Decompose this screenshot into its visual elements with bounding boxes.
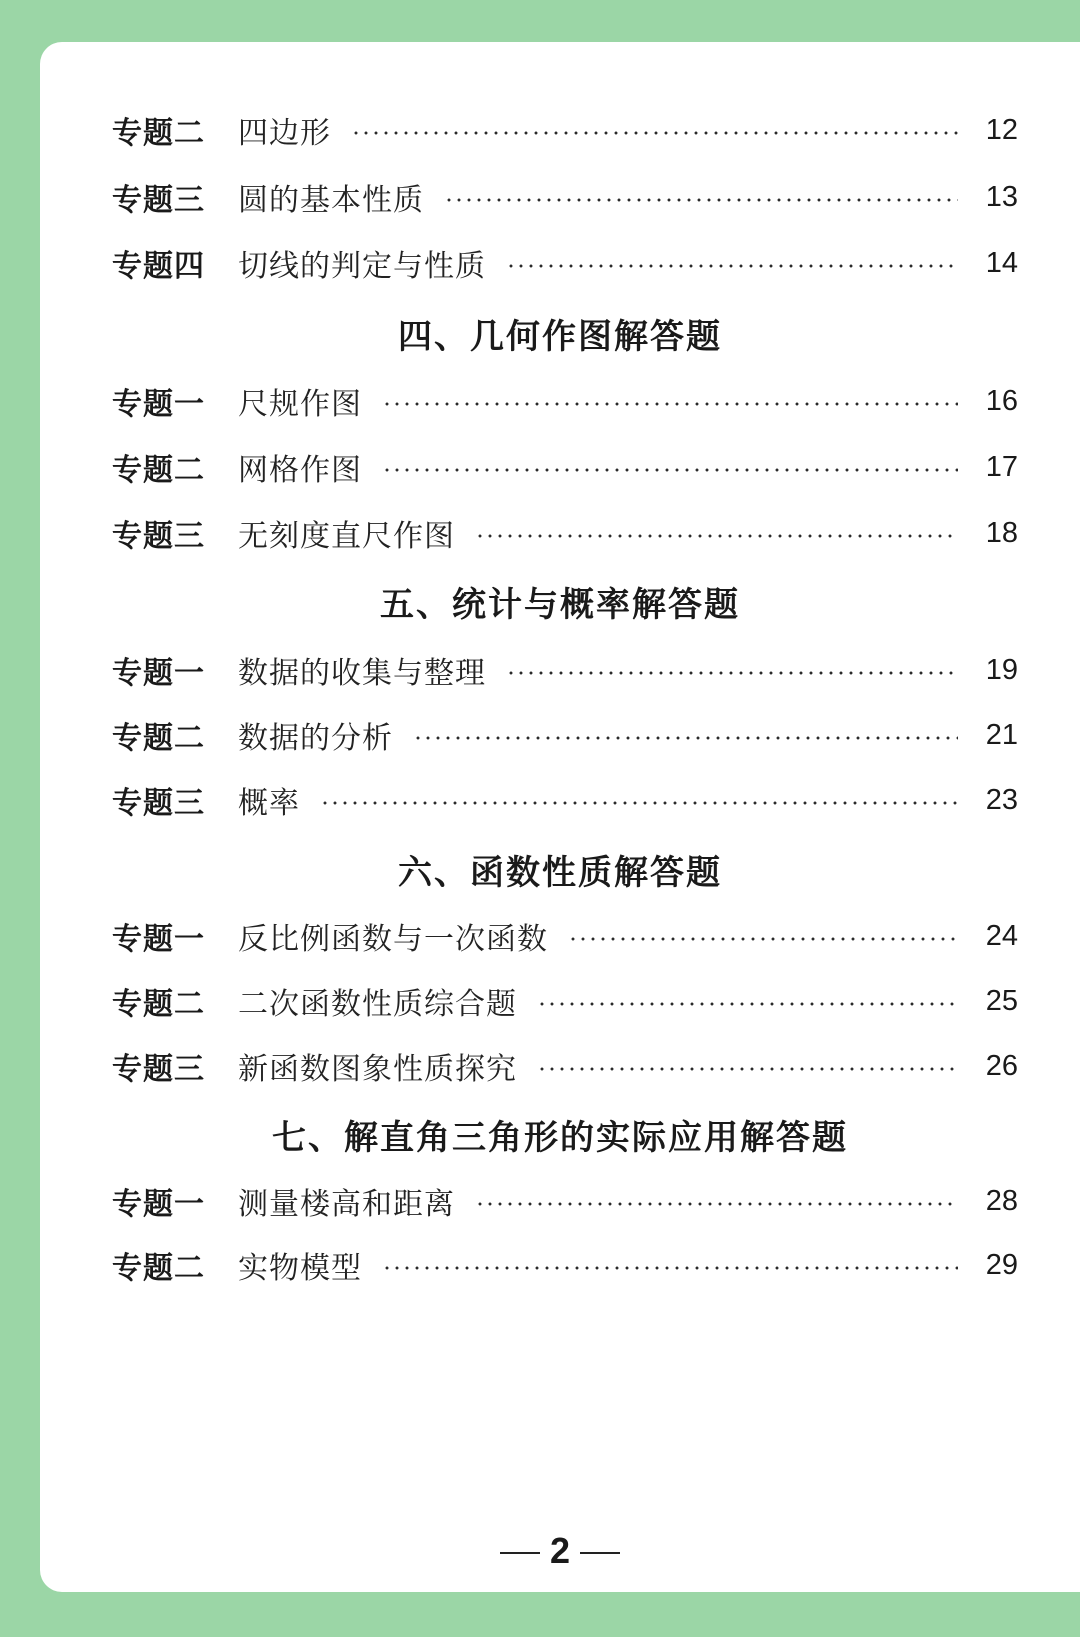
page-ref: 26 — [985, 1049, 1018, 1082]
dot-leader — [351, 131, 958, 135]
page-ref: 17 — [985, 450, 1018, 483]
topic-title: 四边形 — [238, 116, 331, 151]
dot-leader — [382, 468, 958, 472]
topic-label: 专题一 — [112, 656, 205, 691]
section-heading: 七、解直角三角形的实际应用解答题 — [272, 1118, 848, 1158]
toc-entry[interactable] — [112, 243, 1018, 283]
dot-leader — [475, 1202, 958, 1206]
topic-title: 测量楼高和距离 — [238, 1187, 455, 1222]
page-number: 2 — [549, 1530, 571, 1571]
topic-label: 专题一 — [112, 922, 205, 957]
topic-title: 反比例函数与一次函数 — [238, 922, 548, 957]
dot-leader — [506, 264, 958, 268]
topic-title: 二次函数性质综合题 — [238, 987, 517, 1022]
toc-entry[interactable] — [112, 650, 1018, 690]
dot-leader — [506, 671, 958, 675]
topic-title: 切线的判定与性质 — [238, 249, 486, 284]
section-heading: 四、几何作图解答题 — [398, 317, 722, 357]
page-ref: 13 — [985, 180, 1018, 213]
page-ref: 25 — [985, 984, 1018, 1017]
book-page — [40, 42, 1080, 1592]
footer-dash-left — [500, 1552, 540, 1554]
topic-title: 尺规作图 — [238, 387, 362, 422]
page-ref: 23 — [985, 783, 1018, 816]
toc-entry[interactable] — [112, 715, 1018, 755]
section-heading: 五、统计与概率解答题 — [380, 585, 740, 625]
page-ref: 14 — [985, 246, 1018, 279]
dot-leader — [382, 402, 958, 406]
page-footer — [40, 1530, 1080, 1572]
toc-entry[interactable] — [112, 780, 1018, 820]
toc-entry[interactable] — [112, 177, 1018, 217]
page-ref: 19 — [985, 653, 1018, 686]
topic-title: 圆的基本性质 — [238, 183, 424, 218]
page-ref: 16 — [985, 384, 1018, 417]
topic-label: 专题二 — [112, 1251, 205, 1286]
topic-label: 专题三 — [112, 1052, 205, 1087]
topic-title: 概率 — [238, 786, 300, 821]
toc-entry[interactable] — [112, 1181, 1018, 1221]
topic-label: 专题二 — [112, 987, 205, 1022]
dot-leader — [413, 736, 958, 740]
topic-label: 专题三 — [112, 519, 205, 554]
page-ref: 18 — [985, 516, 1018, 549]
topic-label: 专题二 — [112, 116, 205, 151]
toc-entry[interactable] — [112, 513, 1018, 553]
topic-title: 网格作图 — [238, 453, 362, 488]
toc-entry[interactable] — [112, 110, 1018, 150]
topic-title: 无刻度直尺作图 — [238, 519, 455, 554]
topic-label: 专题三 — [112, 786, 205, 821]
topic-label: 专题四 — [112, 249, 205, 284]
toc-entry[interactable] — [112, 447, 1018, 487]
page-ref: 28 — [985, 1184, 1018, 1217]
dot-leader — [444, 198, 958, 202]
page-ref: 24 — [985, 919, 1018, 952]
dot-leader — [568, 937, 958, 941]
dot-leader — [475, 534, 958, 538]
topic-label: 专题一 — [112, 1187, 205, 1222]
topic-title: 新函数图象性质探究 — [238, 1052, 517, 1087]
page-ref: 29 — [985, 1248, 1018, 1281]
topic-title: 数据的收集与整理 — [238, 656, 486, 691]
topic-title: 数据的分析 — [238, 721, 393, 756]
topic-label: 专题二 — [112, 721, 205, 756]
topic-title: 实物模型 — [238, 1251, 362, 1286]
dot-leader — [537, 1067, 958, 1071]
toc-entry[interactable] — [112, 381, 1018, 421]
toc-entry[interactable] — [112, 1046, 1018, 1086]
section-heading: 六、函数性质解答题 — [398, 853, 722, 893]
dot-leader — [320, 801, 958, 805]
footer-dash-right — [580, 1552, 620, 1554]
page-ref: 12 — [985, 113, 1018, 146]
dot-leader — [537, 1002, 958, 1006]
toc-entry[interactable] — [112, 1245, 1018, 1285]
topic-label: 专题一 — [112, 387, 205, 422]
dot-leader — [382, 1266, 958, 1270]
toc-entry[interactable] — [112, 916, 1018, 956]
topic-label: 专题三 — [112, 183, 205, 218]
topic-label: 专题二 — [112, 453, 205, 488]
page-ref: 21 — [985, 718, 1018, 751]
toc-entry[interactable] — [112, 981, 1018, 1021]
